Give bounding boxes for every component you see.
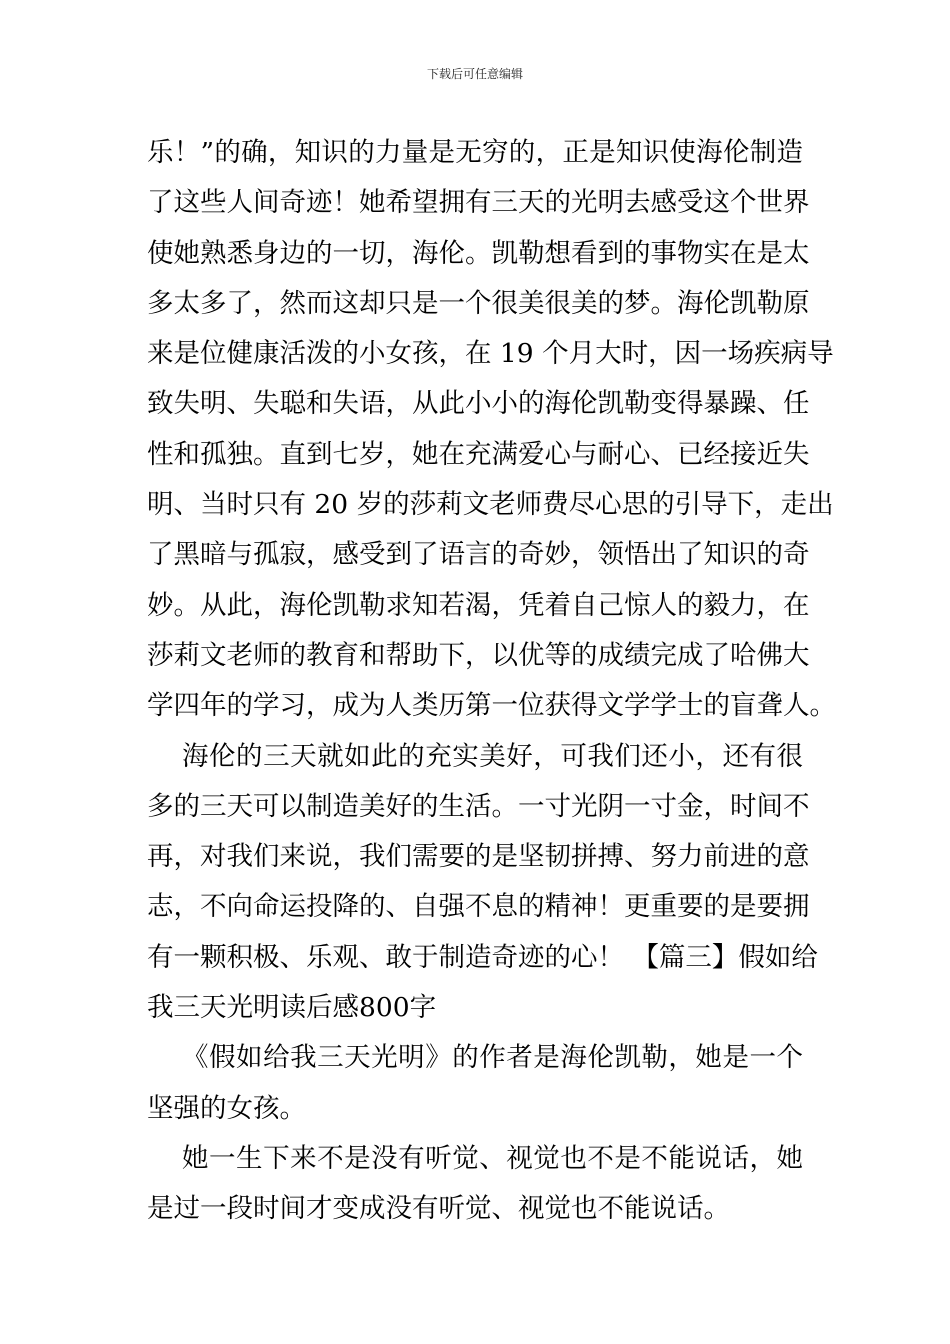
text-line: 多太多了，然而这却只是一个很美很美的梦。海伦凯勒原	[147, 287, 810, 319]
text-line: 使她熟悉身边的一切，海伦。凯勒想看到的事物实在是太	[147, 237, 810, 269]
text-line: 多的三天可以制造美好的生活。一寸光阴一寸金，时间不	[147, 790, 810, 822]
text-line: 莎莉文老师的教育和帮助下，以优等的成绩完成了哈佛大	[147, 639, 810, 671]
text-line: 有一颗积极、乐观、敢于制造奇迹的心！ 【篇三】假如给	[147, 941, 818, 973]
text-line: 妙。从此，海伦凯勒求知若渴，凭着自己惊人的毅力，在	[147, 589, 810, 621]
text-line: 了黑暗与孤寂，感受到了语言的奇妙，领悟出了知识的奇	[147, 539, 810, 571]
page-header: 下载后可任意编辑	[426, 67, 523, 81]
text-line: 志，不向命运投降的、自强不息的精神！更重要的是要拥	[147, 891, 810, 923]
text-line: 我三天光明读后感800字	[147, 992, 437, 1024]
document-body	[147, 128, 836, 1235]
text-line: 再，对我们来说，我们需要的是坚韧拼搏、努力前进的意	[147, 841, 810, 873]
text-line: 是过一段时间才变成没有听觉、视觉也不能说话。	[147, 1193, 730, 1225]
text-line: 致失明、失聪和失语，从此小小的海伦凯勒变得暴躁、任	[147, 388, 810, 420]
text-line: 乐！”的确，知识的力量是无穷的，正是知识使海伦制造	[147, 137, 803, 168]
paragraph-first-line: 《假如给我三天光明》的作者是海伦凯勒，她是一个	[182, 1042, 803, 1074]
paragraph-first-line: 她一生下来不是没有听觉、视觉也不是不能说话，她	[182, 1142, 803, 1174]
text-line: 坚强的女孩。	[147, 1092, 306, 1124]
text-line: 了这些人间奇迹！她希望拥有三天的光明去感受这个世界	[147, 187, 810, 219]
text-line: 性和孤独。直到七岁，她在充满爱心与耐心、已经接近失	[147, 438, 810, 470]
text-line: 学四年的学习，成为人类历第一位获得文学学士的盲聋人。	[147, 690, 836, 722]
text-line: 明、当时只有 20 岁的莎莉文老师费尽心思的引导下，走出	[147, 489, 834, 521]
paragraph-first-line: 海伦的三天就如此的充实美好，可我们还小，还有很	[182, 740, 803, 772]
text-line: 来是位健康活泼的小女孩，在 19 个月大时，因一场疾病导	[147, 338, 834, 370]
